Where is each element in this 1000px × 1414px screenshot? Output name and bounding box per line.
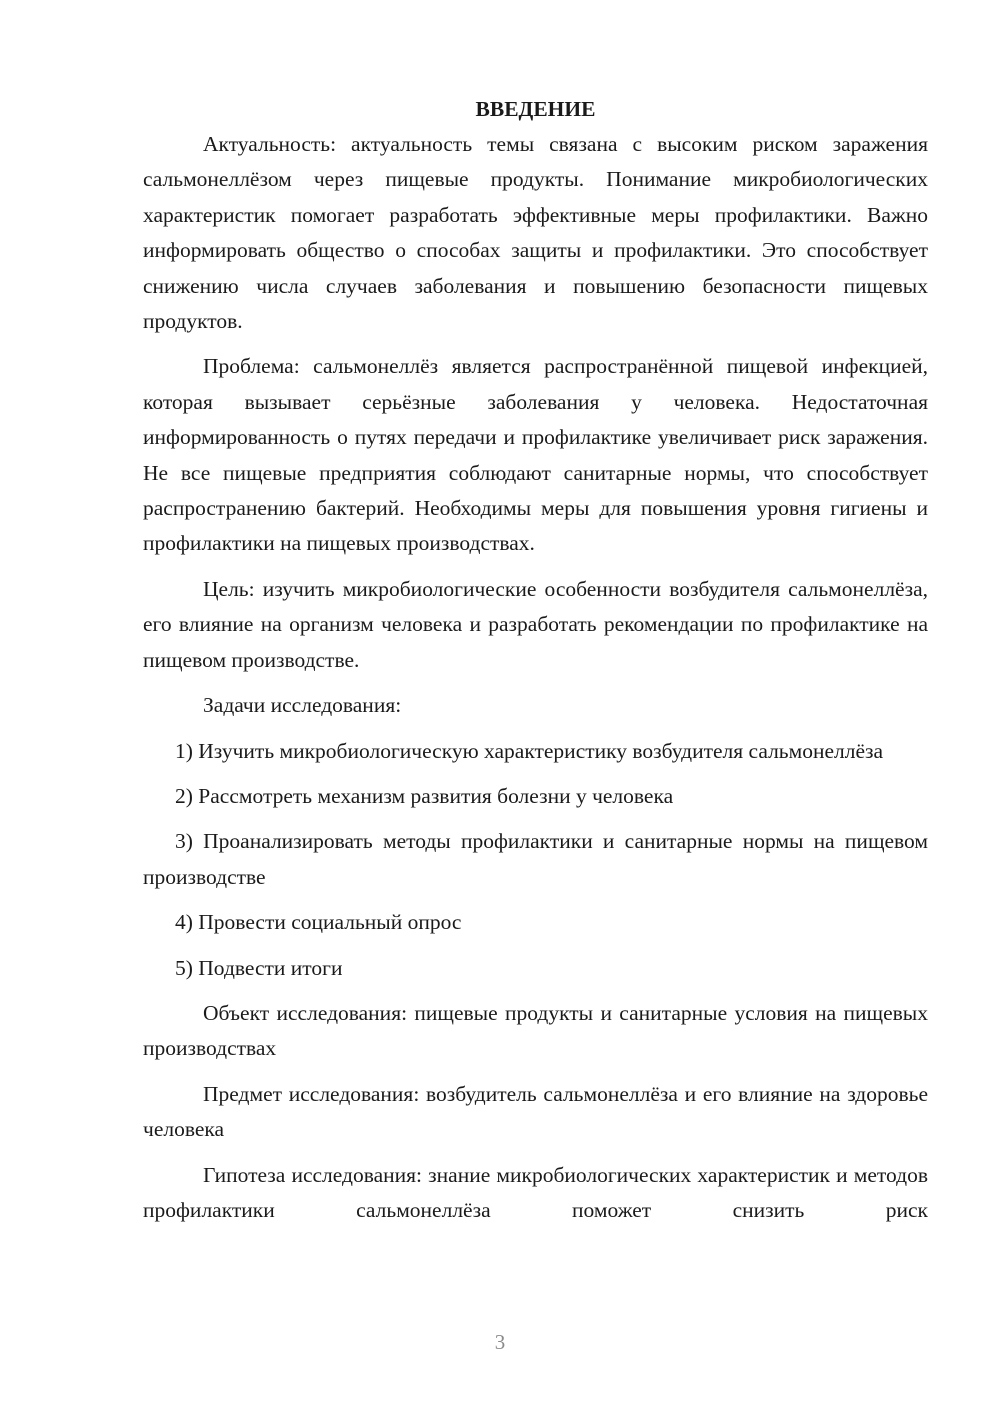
paragraph-subject: Предмет исследования: возбудитель сальмонеллёза и его влияние на здоровье человека — [143, 1081, 928, 1142]
task-item-2: 2) Рассмотреть механизм развития болезни у человека — [175, 783, 674, 808]
page-number: 3 — [494, 1330, 506, 1354]
task-item-4: 4) Провести социальный опрос — [175, 910, 462, 935]
section-title: ВВЕДЕНИЕ — [475, 97, 596, 121]
task-item-3: 3) Проанализировать методы профилактики и санитарные нормы на пищевом производстве — [143, 829, 928, 889]
tasks-heading: Задачи исследования: — [203, 693, 402, 718]
paragraph-hypothesis: Гипотеза исследования: знание микробиологических характеристик и методов профилактики сальмонеллёза поможет снизить риск — [143, 1162, 928, 1222]
paragraph-relevance: Актуальность: актуальность темы связана с высоким риском заражения сальмонеллёзом через пищевые продукты. Понимание микробиологических характеристик помогает разработать эффективные меры профилактики. Важно информировать общество о способах защиты и профилактики. Это способствует снижению числа случаев заболевания и повышению безопасности пищевых продуктов. — [143, 132, 928, 334]
document-page — [143, 92, 928, 1238]
paragraph-problem: Проблема: сальмонеллёз является распространённой пищевой инфекцией, которая вызывает серьёзные заболевания у человека. Недостаточная информированность о путях передачи и профилактике увеличивает риск заражения. Не все пищевые предприятия соблюдают санитарные нормы, что способствует распространению бактерий. Необходимы меры для повышения уровня гигиены и профилактики на пищевых производствах. — [143, 354, 928, 556]
task-item-1: 1) Изучить микробиологическую характеристику возбудителя сальмонеллёза — [175, 738, 884, 763]
paragraph-object: Объект исследования: пищевые продукты и санитарные условия на пищевых производствах — [143, 1000, 928, 1061]
task-item-5: 5) Подвести итоги — [175, 955, 343, 980]
paragraph-goal: Цель: изучить микробиологические особенности возбудителя сальмонеллёза, его влияние на организм человека и разработать рекомендации по профилактике на пищевом производстве. — [143, 576, 928, 672]
